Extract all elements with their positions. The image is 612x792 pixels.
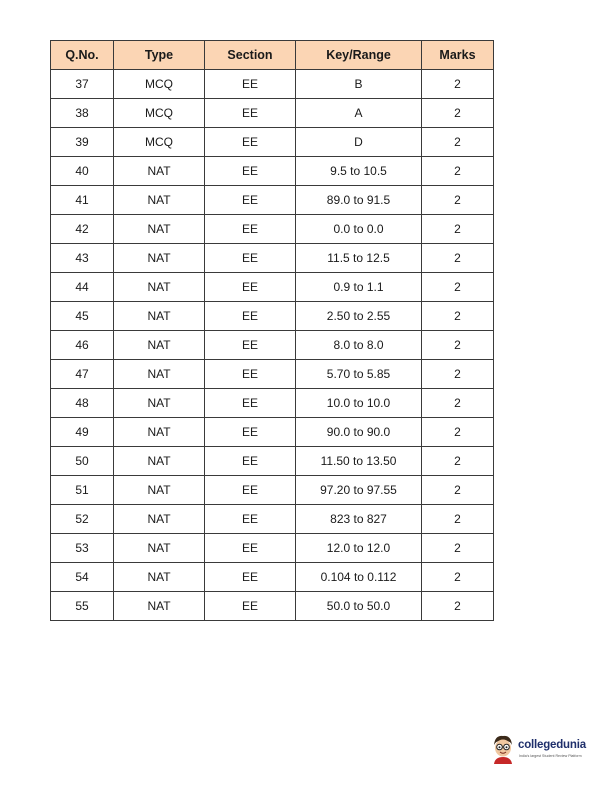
table-row	[51, 592, 494, 621]
header-type: Type	[114, 41, 205, 70]
cell-section: EE	[205, 476, 296, 505]
cell-marks: 2	[422, 476, 494, 505]
cell-qno: 37	[51, 70, 114, 99]
table-row	[51, 418, 494, 447]
cell-marks: 2	[422, 447, 494, 476]
logo-brand-text: collegedunia	[518, 739, 586, 751]
cell-qno: 44	[51, 273, 114, 302]
cell-type: NAT	[114, 505, 205, 534]
cell-type: MCQ	[114, 99, 205, 128]
table-body	[51, 70, 494, 621]
cell-qno: 55	[51, 592, 114, 621]
cell-qno: 42	[51, 215, 114, 244]
cell-key-range: 11.5 to 12.5	[296, 244, 422, 273]
cell-section: EE	[205, 128, 296, 157]
cell-section: EE	[205, 534, 296, 563]
cell-section: EE	[205, 273, 296, 302]
table-row	[51, 534, 494, 563]
cell-type: NAT	[114, 563, 205, 592]
cell-type: NAT	[114, 331, 205, 360]
cell-key-range: B	[296, 70, 422, 99]
cell-qno: 46	[51, 331, 114, 360]
cell-marks: 2	[422, 534, 494, 563]
cell-qno: 39	[51, 128, 114, 157]
cell-key-range: 10.0 to 10.0	[296, 389, 422, 418]
cell-type: MCQ	[114, 128, 205, 157]
cell-section: EE	[205, 244, 296, 273]
table-row	[51, 331, 494, 360]
cell-marks: 2	[422, 70, 494, 99]
cell-section: EE	[205, 186, 296, 215]
cell-key-range: 823 to 827	[296, 505, 422, 534]
cell-type: NAT	[114, 418, 205, 447]
cell-type: NAT	[114, 244, 205, 273]
cell-key-range: 5.70 to 5.85	[296, 360, 422, 389]
cell-qno: 45	[51, 302, 114, 331]
cell-type: NAT	[114, 534, 205, 563]
cell-marks: 2	[422, 360, 494, 389]
cell-qno: 47	[51, 360, 114, 389]
cell-section: EE	[205, 563, 296, 592]
cell-section: EE	[205, 99, 296, 128]
answer-key-table	[50, 40, 494, 621]
cell-qno: 52	[51, 505, 114, 534]
table-row	[51, 99, 494, 128]
cell-type: NAT	[114, 476, 205, 505]
cell-qno: 43	[51, 244, 114, 273]
cell-marks: 2	[422, 418, 494, 447]
cell-section: EE	[205, 592, 296, 621]
cell-section: EE	[205, 418, 296, 447]
table-row	[51, 505, 494, 534]
cell-marks: 2	[422, 273, 494, 302]
cell-marks: 2	[422, 592, 494, 621]
table-row	[51, 215, 494, 244]
table-row	[51, 389, 494, 418]
cell-type: NAT	[114, 592, 205, 621]
header-section: Section	[205, 41, 296, 70]
cell-marks: 2	[422, 157, 494, 186]
cell-type: MCQ	[114, 70, 205, 99]
cell-qno: 38	[51, 99, 114, 128]
table-row	[51, 563, 494, 592]
cell-key-range: 0.104 to 0.112	[296, 563, 422, 592]
cell-key-range: A	[296, 99, 422, 128]
cell-key-range: 97.20 to 97.55	[296, 476, 422, 505]
cell-qno: 54	[51, 563, 114, 592]
cell-marks: 2	[422, 99, 494, 128]
cell-marks: 2	[422, 215, 494, 244]
table-row	[51, 128, 494, 157]
cell-type: NAT	[114, 273, 205, 302]
cell-section: EE	[205, 389, 296, 418]
cell-marks: 2	[422, 128, 494, 157]
cell-qno: 50	[51, 447, 114, 476]
cell-key-range: 11.50 to 13.50	[296, 447, 422, 476]
cell-key-range: 0.9 to 1.1	[296, 273, 422, 302]
cell-marks: 2	[422, 505, 494, 534]
table-row	[51, 476, 494, 505]
cell-type: NAT	[114, 302, 205, 331]
cell-type: NAT	[114, 389, 205, 418]
cell-section: EE	[205, 505, 296, 534]
cell-key-range: 90.0 to 90.0	[296, 418, 422, 447]
cell-marks: 2	[422, 244, 494, 273]
cell-key-range: 9.5 to 10.5	[296, 157, 422, 186]
table-row	[51, 186, 494, 215]
cell-key-range: D	[296, 128, 422, 157]
cell-key-range: 50.0 to 50.0	[296, 592, 422, 621]
collegedunia-logo	[494, 733, 604, 773]
cell-marks: 2	[422, 331, 494, 360]
cell-type: NAT	[114, 215, 205, 244]
table-row	[51, 302, 494, 331]
table-row	[51, 70, 494, 99]
header-key-range: Key/Range	[296, 41, 422, 70]
cell-qno: 53	[51, 534, 114, 563]
cell-type: NAT	[114, 157, 205, 186]
cell-key-range: 89.0 to 91.5	[296, 186, 422, 215]
cell-qno: 41	[51, 186, 114, 215]
cell-section: EE	[205, 70, 296, 99]
logo-tagline: India's largest Student Review Platform	[519, 754, 582, 758]
cell-key-range: 2.50 to 2.55	[296, 302, 422, 331]
header-qno: Q.No.	[51, 41, 114, 70]
table-row	[51, 244, 494, 273]
cell-type: NAT	[114, 447, 205, 476]
table-header	[51, 41, 494, 70]
student-mascot-icon	[490, 733, 516, 765]
cell-section: EE	[205, 360, 296, 389]
cell-key-range: 12.0 to 12.0	[296, 534, 422, 563]
cell-qno: 40	[51, 157, 114, 186]
cell-qno: 48	[51, 389, 114, 418]
cell-section: EE	[205, 302, 296, 331]
cell-marks: 2	[422, 389, 494, 418]
cell-section: EE	[205, 447, 296, 476]
cell-marks: 2	[422, 563, 494, 592]
cell-qno: 51	[51, 476, 114, 505]
table-row	[51, 157, 494, 186]
table-row	[51, 360, 494, 389]
header-marks: Marks	[422, 41, 494, 70]
cell-marks: 2	[422, 186, 494, 215]
cell-qno: 49	[51, 418, 114, 447]
header-row	[51, 41, 494, 70]
table-row	[51, 273, 494, 302]
cell-type: NAT	[114, 360, 205, 389]
cell-key-range: 8.0 to 8.0	[296, 331, 422, 360]
table-row	[51, 447, 494, 476]
cell-type: NAT	[114, 186, 205, 215]
cell-section: EE	[205, 157, 296, 186]
cell-marks: 2	[422, 302, 494, 331]
cell-section: EE	[205, 331, 296, 360]
cell-section: EE	[205, 215, 296, 244]
cell-key-range: 0.0 to 0.0	[296, 215, 422, 244]
